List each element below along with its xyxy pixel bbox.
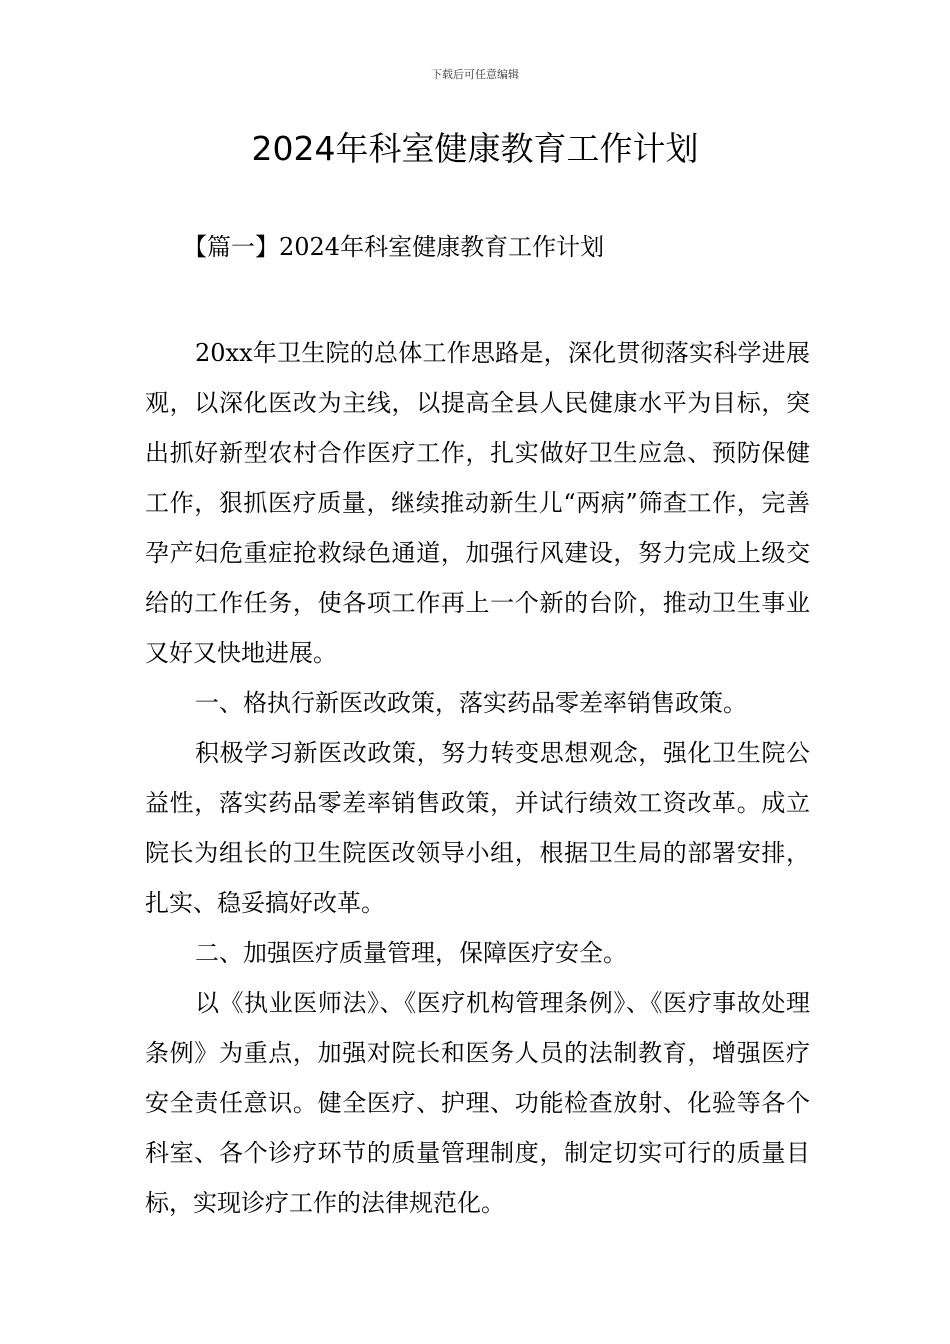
section-heading: 【篇一】2024年科室健康教育工作计划 — [183, 233, 605, 261]
paragraph-policy: 积极学习新医改政策，努力转变思想观念，强化卫生院公益性，落实药品零差率销售政策，并试行绩效工资改革。成立院长为组长的卫生院医改领导小组，根据卫生局的部署安排，扎实、稳妥搞好改革。 — [145, 739, 810, 917]
paragraph-heading-two: 二、加强医疗质量管理，保障医疗安全。 — [195, 939, 627, 967]
header-note: 下载后可任意编辑 — [431, 68, 519, 81]
paragraph-heading-one: 一、格执行新医改政策，落实药品零差率销售政策。 — [195, 689, 747, 717]
paragraph-intro: 20xx年卫生院的总体工作思路是，深化贯彻落实科学进展观，以深化医改为主线，以提高全县人民健康水平为目标，突出抓好新型农村合作医疗工作，扎实做好卫生应急、预防保健工作，狠抓医疗质量，继续推动新生儿“两病”筛查工作，完善孕产妇危重症抢救绿色通道，加强行风建设，努力完成上级交给的工作任务，使各项工作再上一个新的台阶，推动卫生事业又好又快地进展。 — [145, 339, 810, 667]
paragraph-quality: 以《执业医师法》、《医疗机构管理条例》、《医疗事故处理条例》为重点，加强对院长和医务人员的法制教育，增强医疗安全责任意识。健全医疗、护理、功能检查放射、化验等各个科室、各个诊疗环节的质量管理制度，制定切实可行的质量目标，实现诊疗工作的法律规范化。 — [145, 989, 810, 1217]
document-title: 2024年科室健康教育工作计划 — [251, 129, 699, 168]
document-body — [145, 328, 810, 1228]
